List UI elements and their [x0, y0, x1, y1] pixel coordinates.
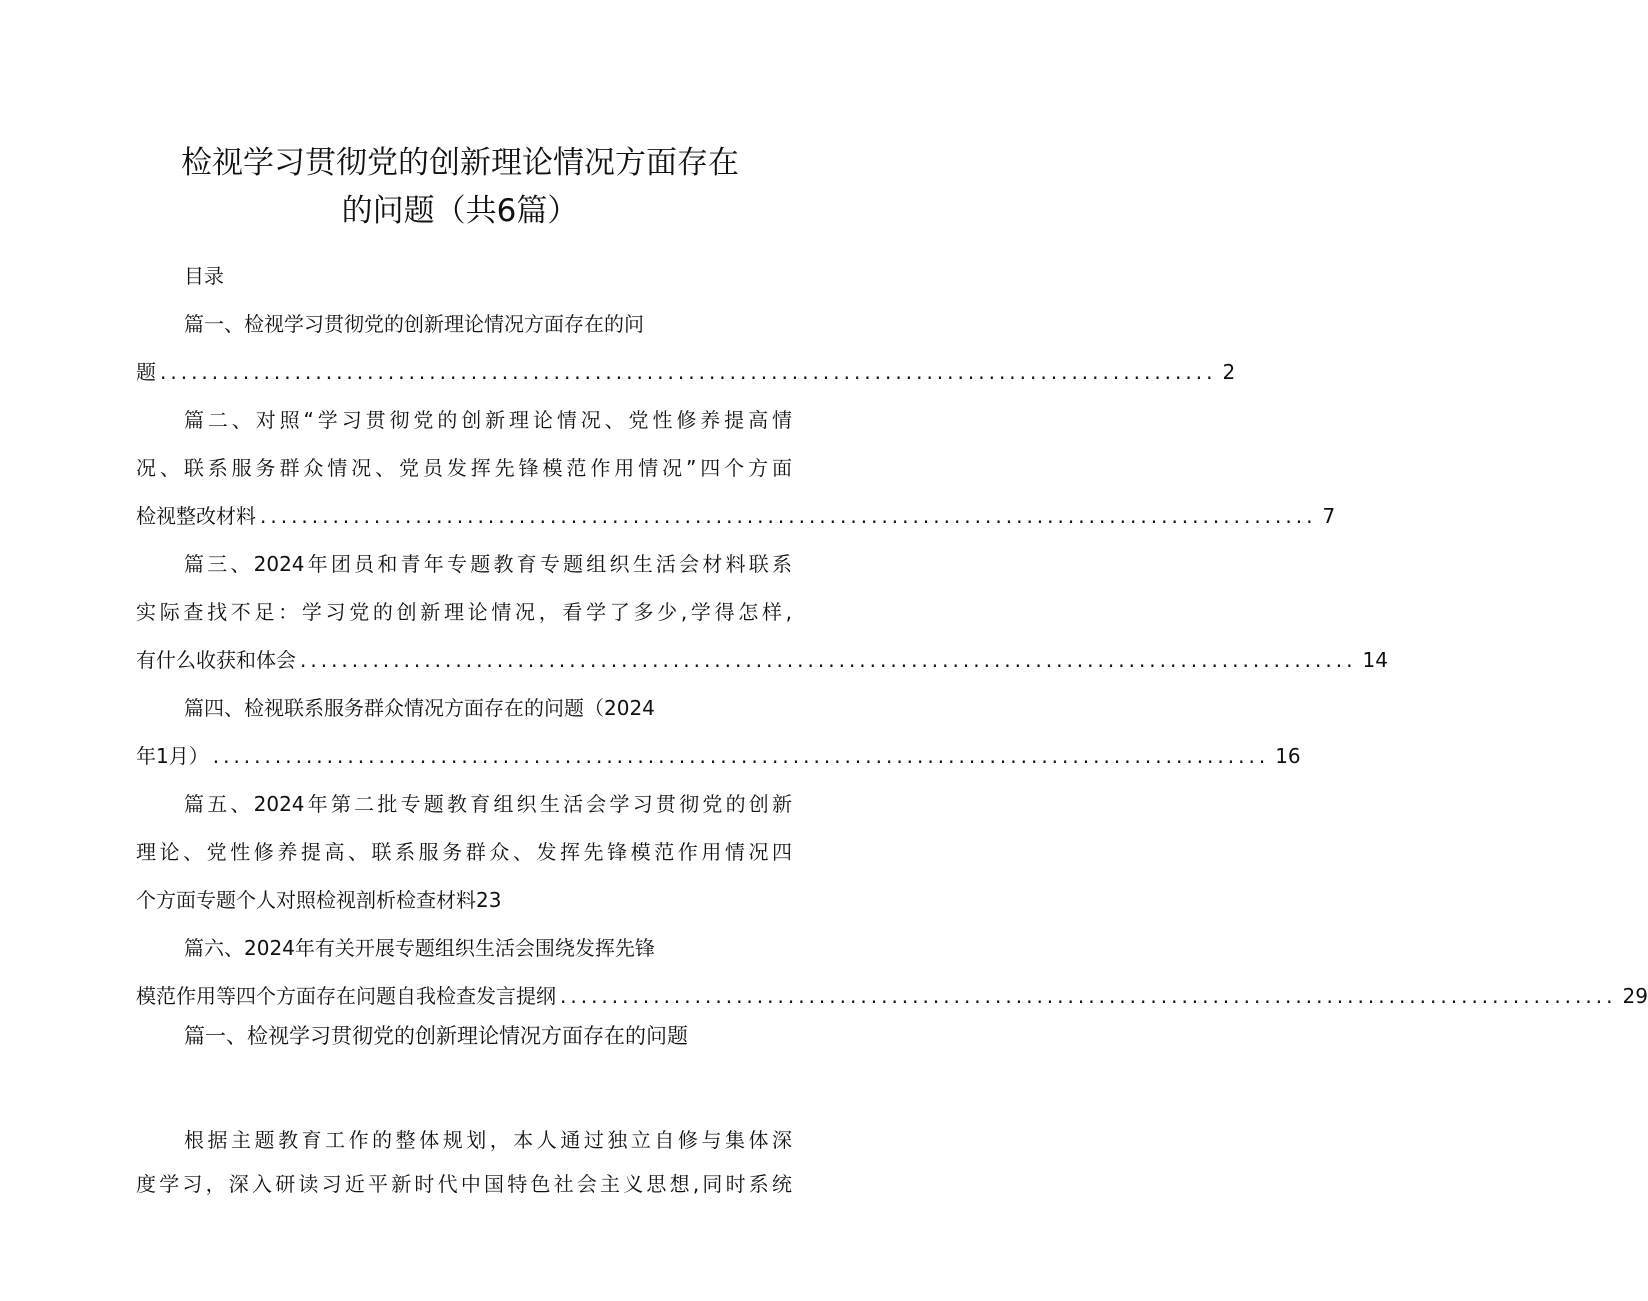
document-title-line-1: 检视学习贯彻党的创新理论情况方面存在 — [181, 145, 739, 181]
toc-entry-1-last-line[interactable] — [136, 358, 1236, 386]
toc-entry-2-page-number: 7 — [1322, 504, 1336, 528]
toc-entry-5-line-2: 理论、党性修养提高、联系服务群众、发挥先锋模范作用情况四 — [136, 840, 792, 864]
toc-entry-1-text: 题 — [136, 360, 156, 384]
toc-entry-3-line-1: 篇三、2024年团员和青年专题教育专题组织生活会材料联系 — [184, 552, 792, 576]
toc-entry-6-last-line[interactable] — [136, 982, 1648, 1010]
toc-entry-3-text: 有什么收获和体会 — [136, 648, 296, 672]
toc-entry-2-last-line[interactable] — [136, 502, 1336, 530]
toc-leader-dots: ...................................................................................................... — [560, 984, 1617, 1008]
toc-entry-3-line-2: 实际查找不足：学习党的创新理论情况，看学了多少,学得怎样, — [136, 600, 792, 624]
toc-entry-3-page-number: 14 — [1362, 648, 1388, 672]
toc-leader-dots: ...................................................................................................... — [260, 504, 1317, 528]
section-heading: 篇一、检视学习贯彻党的创新理论情况方面存在的问题 — [184, 1024, 688, 1048]
toc-entry-4-line-1: 篇四、检视联系服务群众情况方面存在的问题（2024 — [184, 696, 655, 720]
toc-entry-4-text: 年1月） — [136, 744, 209, 768]
body-paragraph-line-1: 根据主题教育工作的整体规划，本人通过独立自修与集体深 — [184, 1128, 792, 1152]
toc-entry-2-text: 检视整改材料 — [136, 504, 256, 528]
toc-leader-dots: ...................................................................................................... — [160, 360, 1217, 384]
toc-entry-6-line-1: 篇六、2024年有关开展专题组织生活会围绕发挥先锋 — [184, 936, 655, 960]
toc-heading: 目录 — [184, 264, 224, 288]
toc-entry-2-line-2: 况、联系服务群众情况、党员发挥先锋模范作用情况”四个方面 — [136, 456, 792, 480]
toc-entry-1-line-1: 篇一、检视学习贯彻党的创新理论情况方面存在的问 — [184, 312, 644, 336]
toc-entry-5-line-1: 篇五、2024年第二批专题教育组织生活会学习贯彻党的创新 — [184, 792, 792, 816]
toc-entry-4-last-line[interactable] — [136, 742, 1301, 770]
toc-entry-3-last-line[interactable] — [136, 646, 1388, 674]
toc-entry-5-text: 个方面专题个人对照检视剖析检查材料 — [136, 888, 476, 912]
body-paragraph-line-2: 度学习，深入研读习近平新时代中国特色社会主义思想,同时系统 — [136, 1172, 792, 1196]
toc-entry-2-line-1: 篇二、对照“学习贯彻党的创新理论情况、党性修养提高情 — [184, 408, 792, 432]
toc-entry-6-page-number: 29 — [1622, 984, 1648, 1008]
toc-entry-4-page-number: 16 — [1275, 744, 1301, 768]
toc-leader-dots: ...................................................................................................... — [212, 744, 1270, 768]
toc-entry-1-page-number: 2 — [1222, 360, 1236, 384]
toc-entry-6-text: 模范作用等四个方面存在问题自我检查发言提纲 — [136, 984, 556, 1008]
document-title-line-2: 的问题（共6篇） — [341, 193, 579, 229]
toc-entry-5-last-line[interactable] — [136, 886, 792, 914]
toc-entry-5-page-number: 23 — [476, 888, 502, 912]
toc-leader-dots: ...................................................................................................... — [300, 648, 1357, 672]
